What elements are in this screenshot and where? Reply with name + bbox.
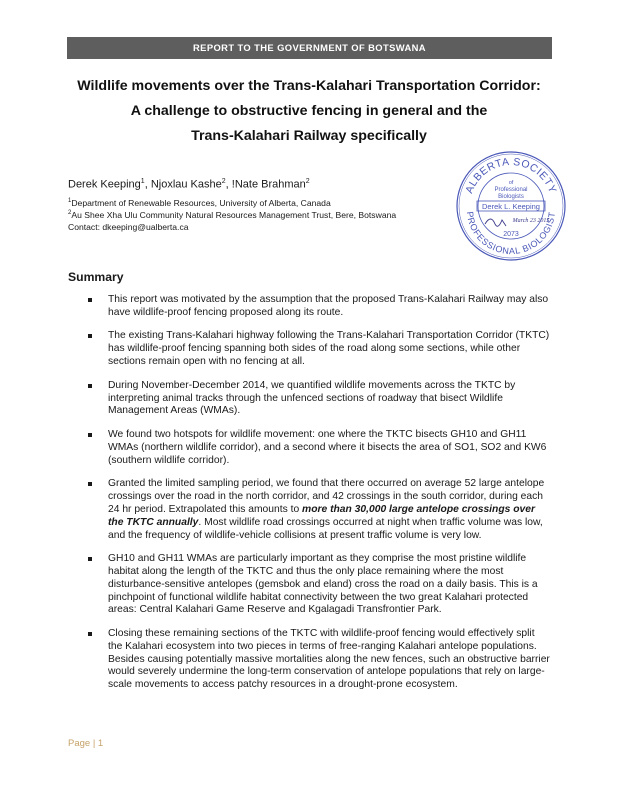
bullet-text: We found two hotspots for wildlife movement: one where the TKTC bisects GH10 and GH11 WMAs (northern wildlife corridor), and a second where it bisects the area of SO1, SO2 and KW6 (southern wildlife corridor). [108, 429, 547, 466]
affiliation-sup: 2 [68, 210, 72, 217]
bullet-text: During November-December 2014, we quantified wildlife movements across the TKTC by interpreting animal tracks through the unfenced sections of roadway that bisect Wildlife Management Areas (WMAs). [108, 379, 516, 417]
seal-ring-bottom: PROFESSIONAL BIOLOGIST [464, 210, 558, 257]
report-banner: REPORT TO THE GOVERNMENT OF BOTSWANA [67, 37, 552, 59]
author-separator: , [225, 178, 232, 191]
summary-bullet [88, 553, 550, 617]
seal-inner-professional: Professional [494, 187, 528, 193]
bullet-emphasis: more than 30,000 large antelope crossings over the TKTC annually [108, 503, 535, 528]
seal-inner-of: of [508, 180, 514, 186]
author-sup: 1 [140, 178, 145, 185]
bullet-square-icon [88, 632, 92, 636]
summary-bullet [88, 330, 550, 368]
summary-bullet [88, 429, 550, 467]
seal-inner-biologists: Biologists [498, 194, 524, 200]
page-number: Page | 1 [68, 738, 104, 749]
summary-bullet [88, 380, 550, 418]
seal-holder-name: Derek L. Keeping [482, 202, 540, 211]
bullet-square-icon [88, 433, 92, 437]
author-name: Njoxlau Kashe [150, 178, 222, 191]
bullet-text: Closing these remaining sections of the TKTC with wildlife-proof fencing would effectively split the Kalahari ecosystem into two pieces in terms of free-ranging Kalahari antelope populations. Besides causing potentially massive mortalities along the new fences, such an obstructive barrier would severely undermine the long-term conservation of antelope populations that rely on large-scale movements to access patchy resources in a drought-prone ecosystem. [108, 628, 550, 691]
title-line: Wildlife movements over the Trans-Kalahari Transportation Corridor: [77, 78, 541, 94]
affiliation-2 [68, 210, 396, 220]
bullet-square-icon [88, 557, 92, 561]
seal-number: 2073 [503, 231, 519, 238]
affiliation-sup: 1 [68, 198, 72, 205]
affiliation-text: Department of Renewable Resources, University of Alberta, Canada [71, 198, 331, 208]
title-line: Trans-Kalahari Railway specifically [191, 128, 427, 144]
bullet-text: Granted the limited sampling period, we found that there occurred on average 52 large antelope crossings over the road in the north corridor, and 42 crossings in the south corridor, during each 24 hr period. Extrapolated this amounts to [108, 478, 545, 515]
title-line: A challenge to obstructive fencing in general and the [130, 103, 488, 119]
author-name: Derek Keeping [68, 178, 141, 191]
author-sup: 2 [305, 178, 310, 185]
bullet-text: . Most wildlife road crossings occurred at night when traffic volume was low, and the frequency of wildlife-vehicle collisions at present traffic volume is very low. [108, 516, 543, 541]
author-separator: , [144, 178, 151, 191]
seal-date: March 23 2015 [512, 218, 550, 224]
affiliation-text: Au Shee Xha Ulu Community Natural Resources Management Trust, Bere, Botswana [71, 210, 397, 220]
author-list [68, 178, 310, 191]
summary-heading: Summary [68, 270, 124, 284]
affiliation-1 [68, 198, 331, 208]
summary-bullet [88, 628, 550, 692]
bullet-square-icon [88, 334, 92, 338]
bullet-square-icon [88, 482, 92, 486]
contact-email: Contact: dkeeping@ualberta.ca [68, 222, 189, 232]
bullet-square-icon [88, 384, 92, 388]
professional-seal-stamp [455, 150, 567, 262]
summary-bullet [88, 294, 550, 320]
seal-ring-top: ALBERTA SOCIETY [463, 155, 559, 196]
bullet-text: GH10 and GH11 WMAs are particularly important as they comprise the most pristine wildlife habitat along the length of the TKTC and thus the only place remaining where the most disturbance-sensitive antelopes (gemsbok and eland) cross the road on a daily basis. This is a pinchpoint of functional wildlife habitat connectivity between the two great Kalahari protected areas: Central Kalahari Game Reserve and Kgalagadi Transfrontier Park. [108, 553, 538, 616]
summary-bullets [88, 294, 550, 703]
bullet-text: The existing Trans-Kalahari highway following the Trans-Kalahari Transportation Corridor (TKTC) has wildlife-proof fencing spanning both sides of the road along some sections, while other sections remain open with no fencing at all. [108, 330, 550, 368]
author-name: !Nate Brahman [231, 178, 306, 191]
signature-scribble [485, 219, 506, 226]
bullet-square-icon [88, 298, 92, 302]
summary-bullet [88, 478, 550, 542]
author-sup: 2 [221, 178, 226, 185]
report-title [20, 74, 598, 149]
bullet-text: This report was motivated by the assumption that the proposed Trans-Kalahari Railway may also have wildlife-proof fencing proposed along its route. [108, 294, 549, 318]
